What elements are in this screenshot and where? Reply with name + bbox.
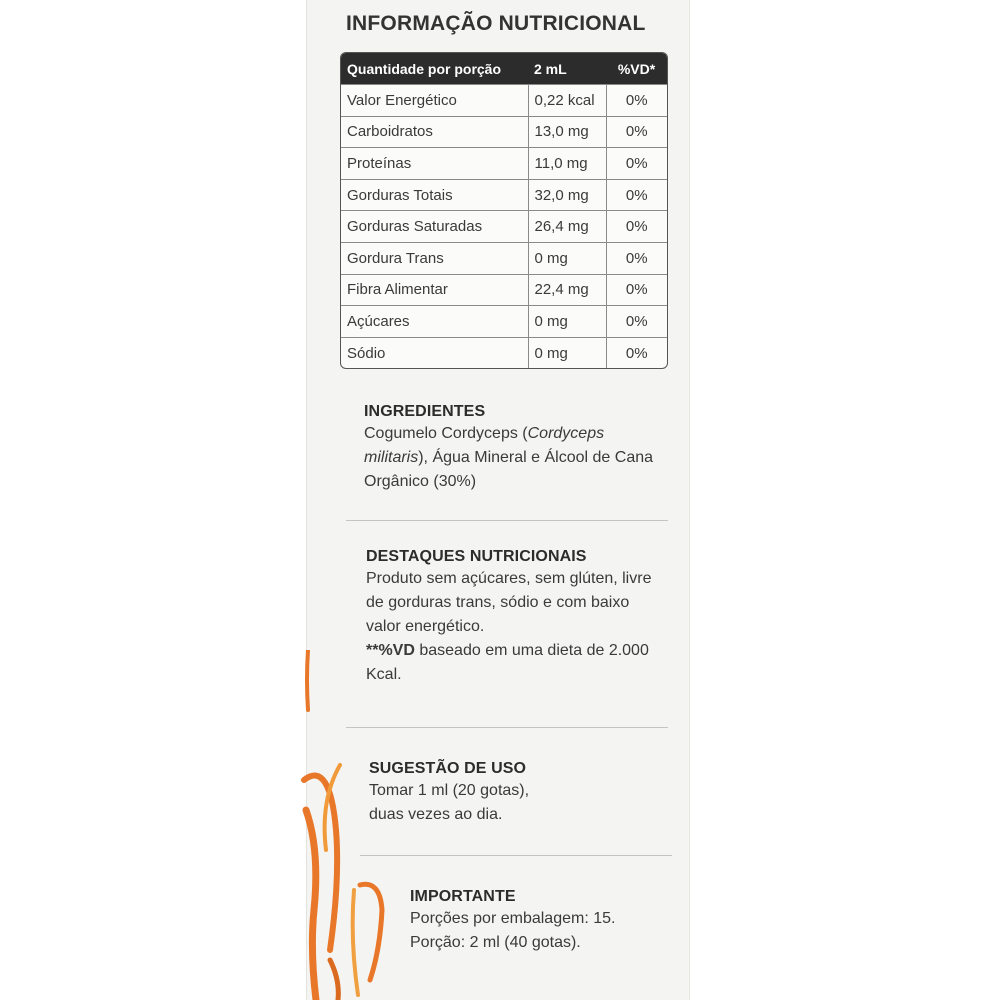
- nutritional-highlights-section: [366, 548, 666, 687]
- header-serving-quantity: Quantidade por porção: [341, 53, 528, 85]
- usage-line: Tomar 1 ml (20 gotas),: [369, 782, 530, 799]
- nutrient-amount: 22,4 mg: [528, 274, 606, 306]
- nutrient-daily-value: 0%: [606, 148, 667, 180]
- important-section: [410, 888, 670, 955]
- header-serving-size: 2 mL: [528, 53, 606, 85]
- ingredients-text-start: Cogumelo Cordyceps (: [364, 425, 528, 442]
- nutrient-name: Gorduras Totais: [341, 179, 528, 211]
- nutrient-daily-value: 0%: [606, 179, 667, 211]
- nutrient-name: Sódio: [341, 337, 528, 368]
- nutrient-amount: 32,0 mg: [528, 179, 606, 211]
- table-row: [341, 85, 667, 117]
- table-row: [341, 211, 667, 243]
- nutrient-daily-value: 0%: [606, 274, 667, 306]
- ingredients-text-end: ), Água Mineral e Álcool de Cana Orgânico (30%): [364, 449, 654, 490]
- nutrient-amount: 0 mg: [528, 337, 606, 368]
- important-heading: IMPORTANTE: [410, 888, 516, 905]
- nutrient-name: Gorduras Saturadas: [341, 211, 528, 243]
- nutrient-daily-value: 0%: [606, 242, 667, 274]
- divider: [346, 727, 668, 728]
- usage-line: duas vezes ao dia.: [369, 806, 503, 823]
- nutrient-amount: 26,4 mg: [528, 211, 606, 243]
- divider: [346, 520, 668, 521]
- nutrient-name: Proteínas: [341, 148, 528, 180]
- table-row: [341, 274, 667, 306]
- nutrient-name: Açúcares: [341, 306, 528, 338]
- nutrient-daily-value: 0%: [606, 337, 667, 368]
- usage-suggestion-section: [369, 760, 669, 827]
- serving-size: Porção: 2 ml (40 gotas).: [410, 934, 581, 951]
- header-daily-value: %VD*: [606, 53, 667, 85]
- nutrient-amount: 0,22 kcal: [528, 85, 606, 117]
- table-row: [341, 116, 667, 148]
- ingredients-section: [364, 403, 664, 494]
- nutrient-name: Carboidratos: [341, 116, 528, 148]
- table-row: [341, 337, 667, 368]
- table-row: [341, 306, 667, 338]
- highlights-text: Produto sem açúcares, sem glúten, livre de gorduras trans, sódio e com baixo valor energético.: [366, 570, 652, 635]
- servings-per-package: Porções por embalagem: 15.: [410, 910, 616, 927]
- divider: [360, 855, 672, 856]
- nutrition-facts-title: INFORMAÇÃO NUTRICIONAL: [346, 12, 646, 35]
- nutrition-table: [340, 52, 668, 369]
- table-header-row: [341, 53, 667, 85]
- daily-value-note-marker: **%VD: [366, 642, 415, 659]
- table-row: [341, 148, 667, 180]
- nutrient-amount: 0 mg: [528, 242, 606, 274]
- nutrient-daily-value: 0%: [606, 116, 667, 148]
- nutrient-daily-value: 0%: [606, 85, 667, 117]
- daily-value-note: [366, 639, 666, 687]
- nutrient-daily-value: 0%: [606, 211, 667, 243]
- nutrient-amount: 11,0 mg: [528, 148, 606, 180]
- highlights-heading: DESTAQUES NUTRICIONAIS: [366, 548, 587, 565]
- table-row: [341, 179, 667, 211]
- nutrient-amount: 0 mg: [528, 306, 606, 338]
- table-row: [341, 242, 667, 274]
- usage-heading: SUGESTÃO DE USO: [369, 760, 527, 777]
- ingredients-species-name: Cordyceps militaris: [364, 425, 605, 466]
- nutrient-name: Fibra Alimentar: [341, 274, 528, 306]
- ingredients-heading: INGREDIENTES: [364, 403, 486, 420]
- daily-value-note-text: baseado em uma dieta de 2.000 Kcal.: [366, 642, 649, 683]
- nutrient-name: Gordura Trans: [341, 242, 528, 274]
- nutrient-amount: 13,0 mg: [528, 116, 606, 148]
- nutrient-daily-value: 0%: [606, 306, 667, 338]
- nutrient-name: Valor Energético: [341, 85, 528, 117]
- ingredients-text: [364, 422, 664, 494]
